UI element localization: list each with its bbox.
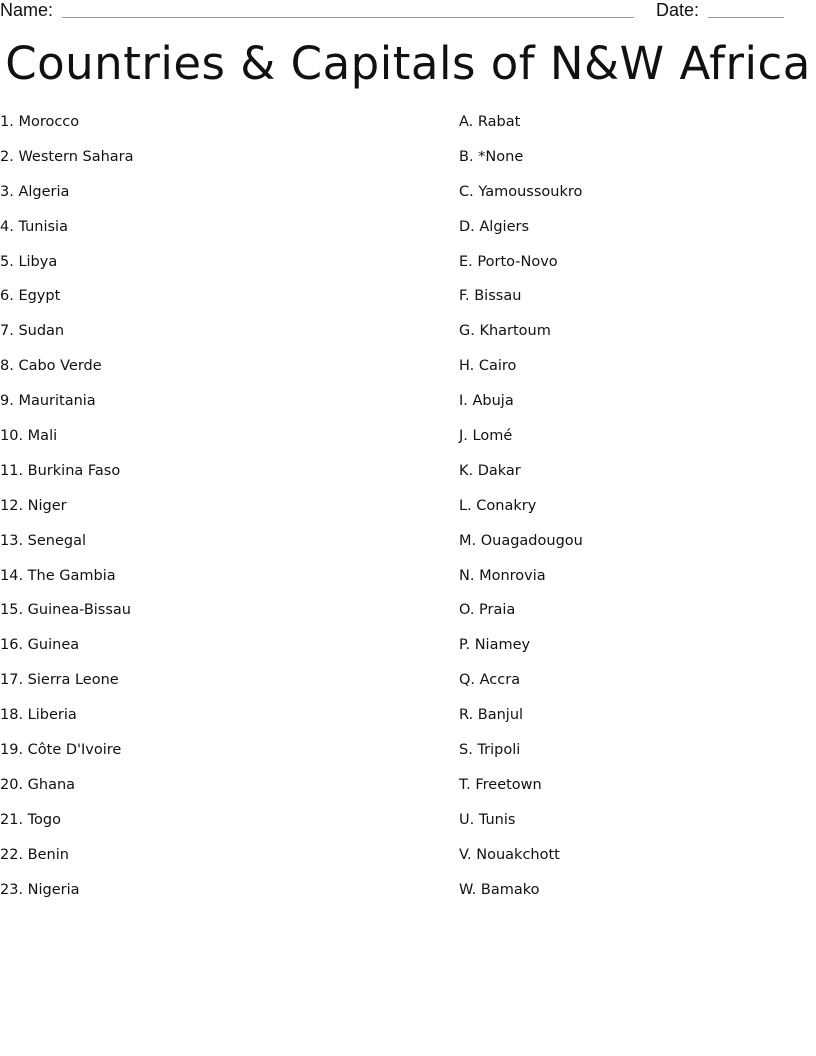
- capital-item: Q. Accra: [459, 672, 521, 689]
- capital-item: L. Conakry: [459, 497, 537, 514]
- country-item: 13. Senegal: [0, 532, 87, 549]
- country-item: 21. Togo: [0, 811, 62, 828]
- countries-list: [0, 112, 440, 914]
- capital-item: U. Tunis: [459, 811, 516, 828]
- country-item: 12. Niger: [0, 497, 67, 514]
- capital-item: S. Tripoli: [459, 742, 521, 759]
- country-item: 10. Mali: [0, 428, 58, 445]
- capital-item: E. Porto-Novo: [459, 253, 558, 270]
- capital-item: W. Bamako: [459, 881, 540, 898]
- country-item: 19. Côte D'Ivoire: [0, 742, 122, 759]
- country-item: 11. Burkina Faso: [0, 462, 121, 479]
- country-item: 8. Cabo Verde: [0, 358, 102, 375]
- capital-item: O. Praia: [459, 602, 516, 619]
- capital-item: K. Dakar: [459, 462, 521, 479]
- date-label: Date:: [656, 0, 700, 20]
- capital-item: H. Cairo: [459, 358, 517, 375]
- capital-item: V. Nouakchott: [459, 846, 560, 863]
- country-item: 9. Mauritania: [0, 393, 96, 410]
- capitals-list: [459, 112, 799, 914]
- country-item: 5. Libya: [0, 253, 58, 270]
- country-item: 22. Benin: [0, 846, 69, 863]
- country-item: 17. Sierra Leone: [0, 672, 119, 689]
- capital-item: T. Freetown: [459, 776, 542, 793]
- country-item: 7. Sudan: [0, 323, 65, 340]
- name-label: Name:: [0, 0, 54, 20]
- capital-item: M. Ouagadougou: [459, 532, 583, 549]
- date-blank-line: [708, 17, 784, 18]
- capital-item: C. Yamoussoukro: [459, 183, 583, 200]
- capital-item: B. *None: [459, 148, 524, 165]
- capital-item: I. Abuja: [459, 393, 514, 410]
- capital-item: G. Khartoum: [459, 323, 551, 340]
- country-item: 4. Tunisia: [0, 218, 68, 235]
- country-item: 16. Guinea: [0, 637, 80, 654]
- capital-item: N. Monrovia: [459, 567, 546, 584]
- worksheet-header: [0, 0, 816, 24]
- country-item: 18. Liberia: [0, 707, 77, 724]
- capital-item: A. Rabat: [459, 114, 521, 130]
- country-item: 14. The Gambia: [0, 567, 116, 584]
- capital-item: J. Lomé: [459, 428, 513, 445]
- country-item: 6. Egypt: [0, 288, 61, 305]
- country-item: 2. Western Sahara: [0, 148, 134, 165]
- country-item: 1. Morocco: [0, 114, 80, 130]
- capital-item: P. Niamey: [459, 637, 531, 654]
- capital-item: F. Bissau: [459, 288, 522, 305]
- capital-item: D. Algiers: [459, 218, 530, 235]
- capital-item: R. Banjul: [459, 707, 524, 724]
- country-item: 20. Ghana: [0, 776, 76, 793]
- country-item: 3. Algeria: [0, 183, 70, 200]
- name-blank-line: [62, 17, 634, 18]
- page-title: Countries & Capitals of N&W Africa: [5, 37, 811, 90]
- country-item: 23. Nigeria: [0, 881, 80, 898]
- country-item: 15. Guinea-Bissau: [0, 602, 131, 619]
